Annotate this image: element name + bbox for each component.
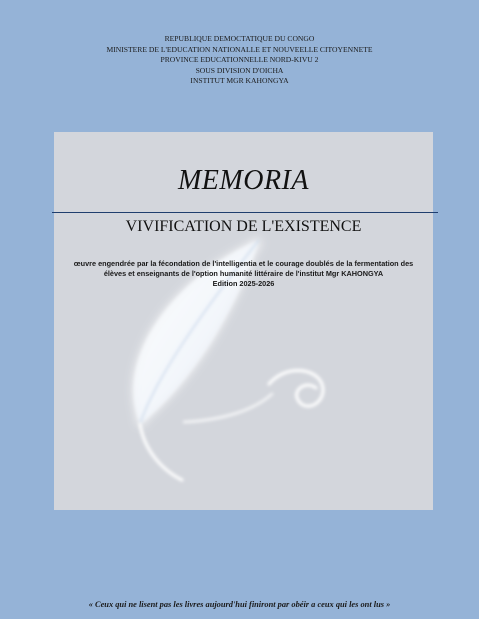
title-divider [52, 212, 438, 213]
edition-line: Edition 2025-2026 [212, 279, 275, 289]
cover-subtitle: VIVIFICATION DE L'EXISTENCE [125, 218, 362, 235]
institution-header [0, 34, 479, 87]
description-line-2: élèves et enseignants de l'option humanité littéraire de l'institut Mgr KAHONGYA [103, 269, 384, 279]
header-line-subdivision: SOUS DIVISION D'OICHA [195, 65, 284, 75]
header-line-country: REPUBLIQUE DEMOCTATIQUE DU CONGO [164, 34, 315, 43]
cover-title: MEMORIA [177, 165, 309, 196]
cover-description [54, 259, 433, 290]
header-line-school: INSTITUT MGR KAHONGYA [190, 76, 289, 86]
footer-quote: « Ceux qui ne lisent pas les livres aujourd'hui finiront par obéir a ceux qui les ont lus » [88, 600, 391, 609]
header-line-province: PROVINCE EDUCATIONNELLE NORD-KIVU 2 [160, 55, 319, 65]
header-line-ministry: MINISTERE DE L'EDUCATION NATIONALLE ET NOUVEELLE CITOYENNETE [106, 44, 373, 54]
description-line-1: œuvre engendrée par la fécondation de l'intelligentia et le courage doublés de la fermentation des [73, 259, 414, 268]
cover-panel [54, 132, 433, 510]
